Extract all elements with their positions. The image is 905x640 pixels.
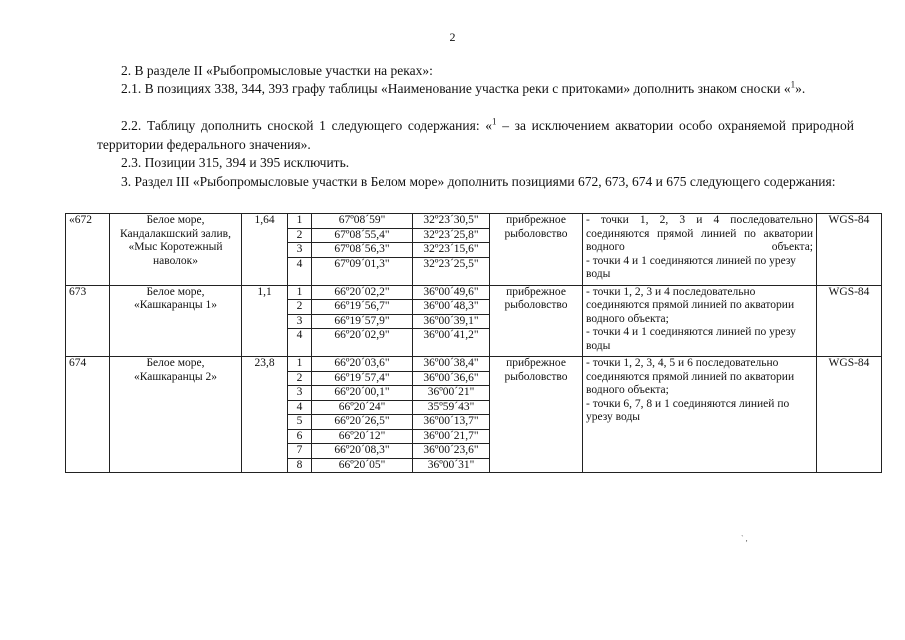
table-row (66, 214, 882, 229)
point-longitude: 32º23´15,6" (413, 243, 490, 258)
point-number: 1 (288, 214, 312, 229)
point-longitude: 36º00´48,3" (413, 300, 490, 315)
site-name: Белое море, Кандалакшский залив, «Мыс Коротежный наволок» (110, 214, 242, 286)
point-number: 8 (288, 458, 312, 473)
point-number: 4 (288, 257, 312, 285)
point-number: 1 (288, 285, 312, 300)
page-number: 2 (449, 30, 456, 44)
point-number: 2 (288, 228, 312, 243)
point-number: 4 (288, 400, 312, 415)
fishing-type: прибрежное рыболовство (490, 285, 583, 357)
boundary-description (583, 285, 817, 357)
paragraph-2-2-tail: – за исключением акватории особо охраняемой природной территории федерального значения». (97, 118, 854, 152)
point-latitude: 67º08´55,4" (312, 228, 413, 243)
point-latitude: 66º20´24" (312, 400, 413, 415)
point-latitude: 67º08´59" (312, 214, 413, 229)
point-number: 2 (288, 300, 312, 315)
description-line: - точки 4 и 1 соединяются линией по урезу воды (586, 254, 796, 280)
point-longitude: 32º23´25,5" (413, 257, 490, 285)
point-longitude: 36º00´49,6" (413, 285, 490, 300)
point-longitude: 36º00´38,4" (413, 357, 490, 372)
point-longitude: 35º59´43" (413, 400, 490, 415)
point-latitude: 66º19´56,7" (312, 300, 413, 315)
boundary-description (583, 357, 817, 473)
point-longitude: 36º00´21,7" (413, 429, 490, 444)
site-area: 1,1 (242, 285, 288, 357)
point-latitude: 67º08´56,3" (312, 243, 413, 258)
footnote-mark: 1 (790, 79, 796, 90)
point-latitude: 66º20´05" (312, 458, 413, 473)
point-latitude: 66º20´08,3" (312, 444, 413, 459)
point-number: 4 (288, 329, 312, 357)
description-line: - точки 1, 2, 3, 4, 5 и 6 последовательно соединяются прямой линией по акватории водного объекта; (586, 357, 795, 396)
point-longitude: 36º00´21" (413, 386, 490, 401)
site-name: Белое море, «Кашкаранцы 2» (110, 357, 242, 473)
position-number: «672 (66, 214, 110, 286)
paragraph-2-1 (97, 80, 854, 99)
description-line: - точки 1, 2, 3 и 4 последовательно соединяются прямой линией по акватории водного объекта; (586, 214, 813, 253)
point-number: 2 (288, 371, 312, 386)
point-latitude: 66º19´57,9" (312, 314, 413, 329)
fishing-type: прибрежное рыболовство (490, 357, 583, 473)
site-area: 23,8 (242, 357, 288, 473)
point-latitude: 66º20´00,1" (312, 386, 413, 401)
coordinate-system: WGS-84 (817, 285, 882, 357)
point-number: 3 (288, 243, 312, 258)
table-row (66, 285, 882, 300)
position-number: 674 (66, 357, 110, 473)
coordinate-system: WGS-84 (817, 357, 882, 473)
point-number: 1 (288, 357, 312, 372)
paragraph-section-2: 2. В разделе II «Рыбопромысловые участки на реках»: (121, 63, 433, 78)
point-longitude: 36º00´39,1" (413, 314, 490, 329)
position-number: 673 (66, 285, 110, 357)
point-longitude: 36º00´36,6" (413, 371, 490, 386)
point-latitude: 66º20´02,9" (312, 329, 413, 357)
point-number: 6 (288, 429, 312, 444)
footnote-mark: 1 (492, 116, 497, 127)
point-longitude: 32º23´30,5" (413, 214, 490, 229)
scan-mark: ` , (741, 534, 748, 543)
point-longitude: 36º00´23,6" (413, 444, 490, 459)
description-line: - точки 6, 7, 8 и 1 соединяются линией по урезу воды (586, 397, 790, 423)
fishing-sites-table (65, 213, 882, 473)
point-number: 3 (288, 386, 312, 401)
description-line: - точки 4 и 1 соединяются линией по урезу воды (586, 326, 796, 352)
point-longitude: 32º23´25,8" (413, 228, 490, 243)
point-number: 7 (288, 444, 312, 459)
paragraph-2-3: 2.3. Позиции 315, 394 и 395 исключить. (121, 155, 350, 170)
point-longitude: 36º00´31" (413, 458, 490, 473)
boundary-description (583, 214, 817, 286)
paragraph-section-3: 3. Раздел III «Рыбопромысловые участки в Белом море» дополнить позициями 672, 673, 674 и 675 следующего содержания: (121, 174, 836, 189)
point-longitude: 36º00´13,7" (413, 415, 490, 430)
paragraph-2-2-text: 2.2. Таблицу дополнить сноской 1 следующего содержания: « (121, 118, 493, 133)
site-name: Белое море, «Кашкаранцы 1» (110, 285, 242, 357)
point-latitude: 66º20´12" (312, 429, 413, 444)
paragraph-2-1-text: 2.1. В позициях 338, 344, 393 графу таблицы «Наименование участка реки с притоками» дополнить знаком сноски « (121, 81, 791, 96)
point-latitude: 66º20´26,5" (312, 415, 413, 430)
description-line: - точки 1, 2, 3 и 4 последовательно соединяются прямой линией по акватории водного объекта; (586, 285, 795, 325)
point-number: 3 (288, 314, 312, 329)
point-latitude: 66º20´02,2" (312, 285, 413, 300)
fishing-type: прибрежное рыболовство (490, 214, 583, 286)
point-latitude: 66º20´03,6" (312, 357, 413, 372)
point-latitude: 67º09´01,3" (312, 257, 413, 285)
site-area: 1,64 (242, 214, 288, 286)
paragraph-2-2 (97, 117, 854, 154)
point-number: 5 (288, 415, 312, 430)
coordinate-system: WGS-84 (817, 214, 882, 286)
point-longitude: 36º00´41,2" (413, 329, 490, 357)
point-latitude: 66º19´57,4" (312, 371, 413, 386)
paragraph-2-1-tail: ». (795, 81, 806, 96)
table-row (66, 357, 882, 372)
